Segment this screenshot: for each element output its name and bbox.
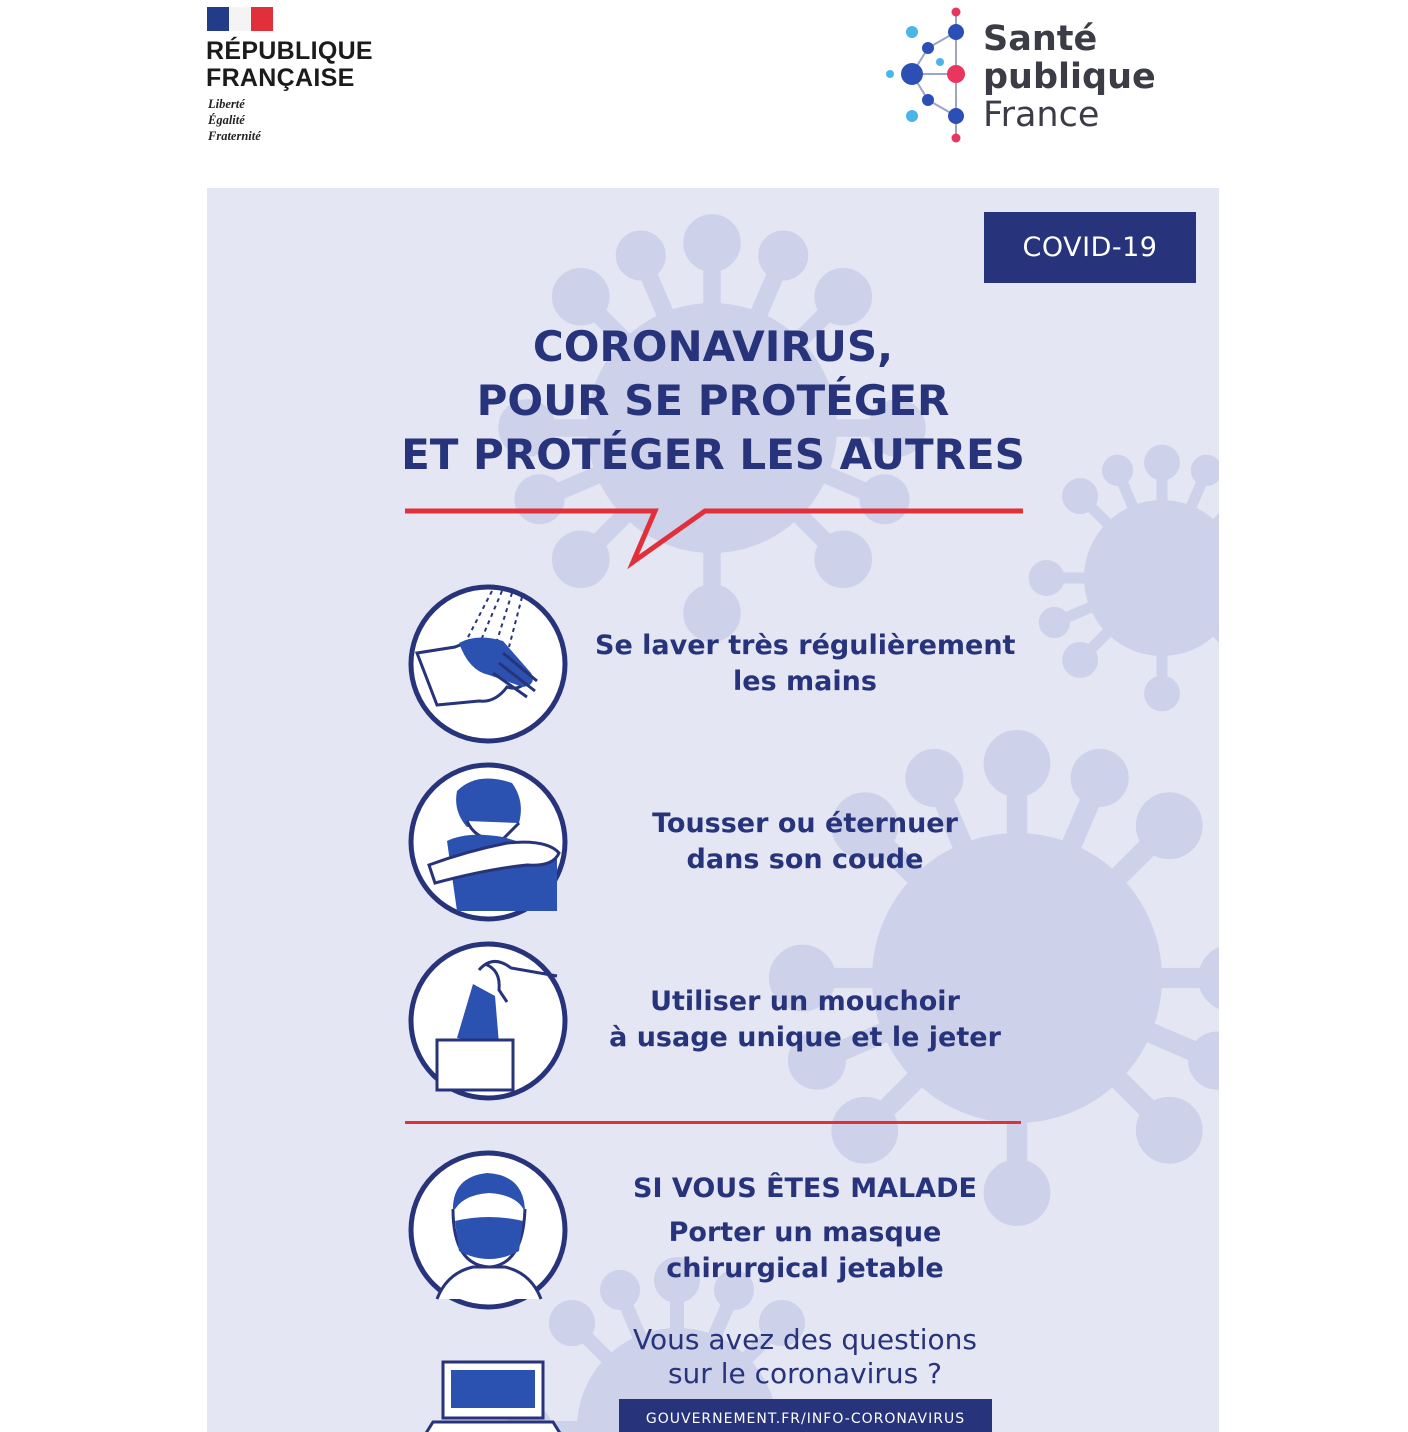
step-1-line-2: les mains [733,666,877,697]
sante-publique-network-icon [884,4,974,144]
french-flag-logo [207,7,273,31]
step-wash-hands-text [595,628,1015,700]
headline-line-2: POUR SE PROTÉGER [476,376,950,425]
sick-section [595,1171,1015,1287]
spf-line-2: publique [983,57,1156,97]
sick-title: SI VOUS ÊTES MALADE [633,1173,977,1204]
poster-headline [377,320,1049,482]
spf-line-3: France [983,95,1100,135]
rf-line-2: FRANÇAISE [206,64,355,92]
headline-line-3: ET PROTÉGER LES AUTRES [401,430,1025,479]
motto-egalite: Égalité [208,113,245,127]
sick-line-2: chirurgical jetable [666,1253,944,1284]
republique-francaise-title [206,38,373,92]
red-divider [405,1121,1021,1124]
motto-fraternite: Fraternité [208,129,261,143]
info-url-link[interactable]: GOUVERNEMENT.FR/INFO-CORONAVIRUS [619,1399,992,1432]
step-cough-elbow-text [595,806,1015,878]
step-3-line-1: Utiliser un mouchoir [650,986,960,1017]
laptop-icon [413,1358,563,1432]
motto-liberte: Liberté [208,97,245,111]
headline-line-1: CORONAVIRUS, [532,322,894,371]
step-tissue-text [595,984,1015,1056]
sick-line-1: Porter un masque [668,1217,942,1248]
republique-motto [208,96,261,144]
covid-19-badge: COVID-19 [984,212,1196,283]
step-2-line-1: Tousser ou éternuer [652,808,958,839]
step-3-line-2: à usage unique et le jeter [609,1022,1001,1053]
step-2-line-2: dans son coude [686,844,924,875]
speech-bubble-line [405,500,1023,570]
hand-washing-icon [407,583,569,745]
tissue-box-icon [407,940,569,1102]
sante-publique-france-wordmark [983,20,1156,134]
face-mask-icon [407,1149,569,1311]
questions-text [605,1323,1005,1391]
rf-line-1: RÉPUBLIQUE [206,37,373,65]
spf-line-1: Santé [983,19,1098,59]
questions-line-1: Vous avez des questions [633,1323,977,1356]
covid-poster [207,188,1219,1432]
questions-line-2: sur le coronavirus ? [667,1357,943,1390]
step-1-line-1: Se laver très régulièrement [595,630,1016,661]
cough-elbow-icon [407,761,569,923]
